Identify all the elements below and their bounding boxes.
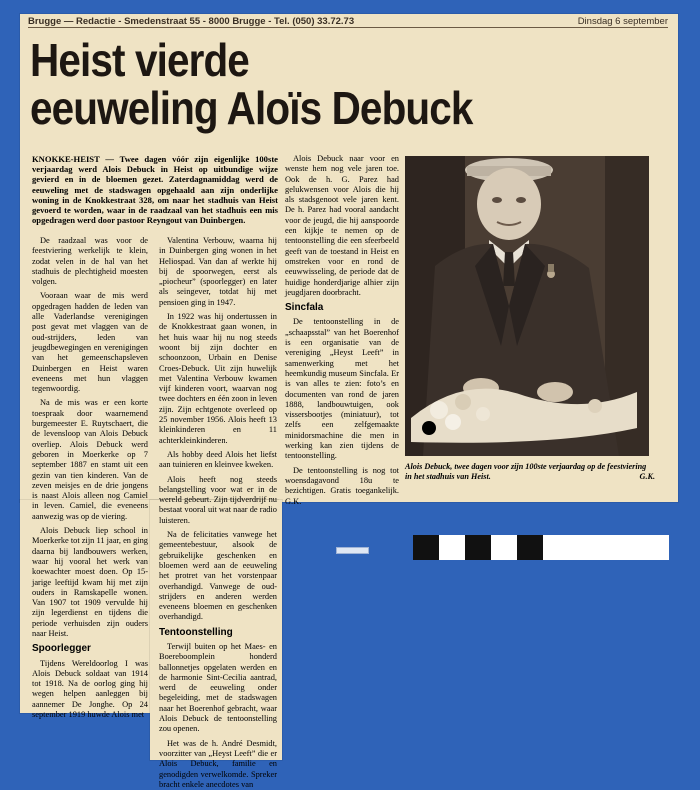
archive-label [336,547,369,554]
caption-text: Alois Debuck, twee dagen voor zijn 100ste verjaardag op de feestviering in het stadhuis van Heist. [405,462,647,481]
paragraph: Alois Debuck naar voor en wenste hem nog vele jaren toe. Ook de h. G. Parez had gelukwensen voor Alois die hij als stadsgenoot vele jaren kent. De h. Parez had vooral aandacht voor de jeugd, die hij aanspoorde een kijkje te nemen op de tentoonstelling die een sfeerbeeld geeft van de toestand in Heist en omstreken voor en rond de eeuwwisseling, de periode dat de huidige honderdjarige alhier zijn jeugdjaren doorbracht. [285,154,399,297]
scale-bar [413,535,669,560]
paragraph: Het was de h. André Desmidt, voorzitter van „Heyst Leeft” die er Alois Debuck, familie en genodigden verwelkomde. Spreker bracht enkele anecdotes van [159,738,277,789]
article-intro: KNOKKE-HEIST — Twee dagen vóór zijn eigenlijke 100ste verjaardag werd Alois Debuck in Heist op uitbundige wijze gevierd en in de bloemen gezet. Zaterdagnamiddag werd de eeuweling met de stadswagen opgehaald aan zijn onderlijke woning in de Knokkestraat 328, om naar het stadhuis van Heist gevoerd te worden, waar in de raadzaal van het stadhuis een mis opgedragen werd door pastoor Reyngout van Duinbergen. [32,154,278,226]
portrait-photo [405,156,649,456]
paragraph: Alois Debuck liep school in Moerkerke tot zijn 11 jaar, en ging daarna bij landbouwers werken, waar hij vooral het werk van koewachter moest doen. Op 15-jarige leeftijd kwam hij met zijn ouders in Ramskapelle wonen. Van 1907 tot 1909 vervulde hij zijn legerdienst en tijdens die periode verhuisden zijn ouders naar Heist. [32,526,148,638]
scale-bar-segment [465,535,491,560]
scale-bar-segment [543,535,669,560]
scale-bar-segment [517,535,543,560]
subheading-spoorlegger: Spoorlegger [32,643,91,655]
headline-line-1: Heist vierde [30,34,249,86]
scale-bar-segment [413,535,439,560]
subheading-sincfala: Sincfala [285,302,324,314]
caption-credit: G.K. [639,471,655,481]
paragraph: Als hobby deed Alois het liefst aan tuinieren en kleinvee kweken. [159,449,277,470]
scale-bar-segment [439,535,465,560]
article-column-1 [32,236,148,720]
paragraph: Tijdens Wereldoorlog I was Alois Debuck soldaat van 1914 tot 1918. Na de oorlog ging hij wegen helpen aanleggen bij aannemer De Jonghe. Op 24 september 1919 huwde Alois met [32,658,148,720]
paragraph: Terwijl buiten op het Maes- en Boereboomplein honderd ballonnetjes opgelaten werden en de harmonie Sint-Cecilia aantrad, werd de eeuweling onder begeleiding, met de stadswagen naar het Boerenhof gebracht, waar Alois Debuck de tentoonstelling zou openen. [159,641,277,734]
paragraph: Na de felicitaties vanwege het gemeentebestuur, alsook de gebruikelijke geschenken en bloemen werd aan de eeuweling het protret van het vorstenpaar overhandigd. Vanwege de oud-strijders en anderen werden eveneens bloemen en geschenken overhandigd. [159,530,277,622]
masthead-date: Dinsdag 6 september [577,16,668,27]
headline [30,36,593,132]
paragraph: Na de mis was er een korte toespraak door waarnemend burgemeester E. Ruytschaert, die de levensloop van Alois Debuck overliep. Alois Debuck werd geboren in Moerkerke op 7 september 1887 en stamt uit een gezin van tien kinderen. Van de zeven meisjes en de drie jongens is naast Alois alleen nog Camiel in leven. Camiel, die eveneens aanwezig was op de viering. [32,398,148,521]
scale-bar-segment [491,535,517,560]
headline-line-2: eeuweling Aloïs Debuck [30,82,473,134]
paragraph: In 1922 was hij ondertussen in de Knokkestraat gaan wonen, in het huis waar hij nu nog steeds woont bij zijn dochter en schoonzoon, Urbain en Denise Croes-Debuck. Uit zijn huwelijk met Valentina Verbouw kwamen vijf kinderen voort, waarvan nog twee dochters en één zoon in leven zijn. Zijn echtgenote overleed op 25 november 1956. Alois heeft 13 kleinkinderen en 11 achterkleinkinderen. [159,312,277,445]
portrait-illustration [405,156,649,456]
article-column-3 [285,154,399,506]
paragraph: Vooraan waar de mis werd opgedragen hadden de leden van alle Vaderlandse verenigingen post gevat met vlaggen van de oud-strijders, leden van jeugdbewegingen en verenigingen van het gemeenschapsleven Duinbergen en Heist waren eveneens met hun vlaggen tegenwoordig. [32,291,148,394]
article-column-2 [159,236,277,789]
paragraph: De raadzaal was voor de feestviering werkelijk te klein, zodat velen in de hal van het stadhuis de plechtigheid moesten volgen. [32,236,148,287]
paragraph: Alois heeft nog steeds belangstelling voor wat er in de wereld gebeurt. Zijn tijdverdrijf nu bestaat vooral uit wat naar de radio luisteren. [159,474,277,525]
paragraph: De tentoonstelling in de „schaapsstal” van het Boerenhof is een organisatie van de vereniging „Heyst Leeft” in samenwerking met het heemkundig museum Sincfala. Er is van alles te zien: foto’s en documenten van rond de jaren 1888, landbouwtuigen, ook vissersbootjes (miniatuur), tot zelfs een zelfgemaakte minidorsmachine die men in werking kan zien tijdens de tentoonstelling. [285,317,399,461]
paragraph: De tentoonstelling is nog tot woensdagavond 18u te bezichtigen. Gratis toegankelijk. G.K. [285,465,399,506]
masthead-left: Brugge — Redactie - Smedenstraat 55 - 8000 Brugge - Tel. (050) 33.72.73 [28,16,355,27]
paragraph: Valentina Verbouw, waarna hij in Duinbergen ging wonen in het Heliospad. Van dan af werkte hij bij de spoorwegen, eerst als „piocheur” (spoorlegger) en later als seingever, totdat hij met pensioen ging in 1947. [159,236,277,307]
subheading-tentoonstelling: Tentoonstelling [159,626,233,638]
photo-caption [405,462,655,481]
masthead [28,16,668,28]
